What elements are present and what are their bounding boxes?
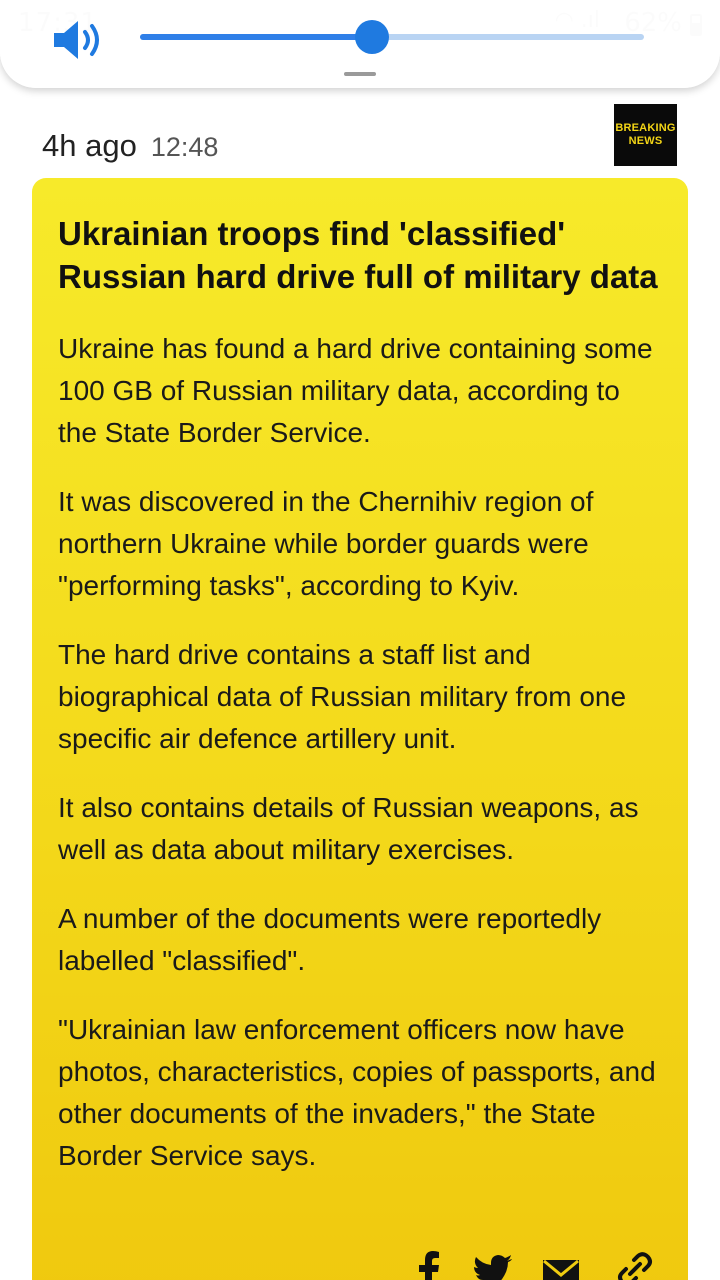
badge-line-1: BREAKING — [615, 122, 676, 134]
link-icon[interactable] — [612, 1250, 656, 1280]
relative-time: 4h ago — [42, 128, 137, 163]
article-paragraph: Ukraine has found a hard drive containing some 100 GB of Russian military data, according to the State Border Service. — [58, 333, 653, 448]
article-meta — [42, 128, 218, 164]
twitter-icon[interactable] — [470, 1250, 514, 1280]
article-paragraph: A number of the documents were reportedly labelled "classified". — [58, 903, 602, 976]
article-paragraph: The hard drive contains a staff list and biographical data of Russian military from one specific air defence artillery unit. — [58, 639, 627, 754]
article-paragraph: It also contains details of Russian weapons, as well as data about military exercises. — [58, 792, 639, 865]
volume-panel — [0, 0, 720, 88]
speaker-volume-icon[interactable] — [52, 18, 108, 62]
article-paragraph: "Ukrainian law enforcement officers now have photos, characteristics, copies of passports, and other documents of the invaders," the State Border Service says. — [58, 1014, 656, 1171]
share-bar — [32, 1250, 688, 1280]
volume-slider[interactable] — [140, 34, 644, 40]
article-paragraph: It was discovered in the Chernihiv region of northern Ukraine while border guards were "performing tasks", according to Kyiv. — [58, 486, 594, 601]
volume-slider-thumb[interactable] — [355, 20, 389, 54]
volume-slider-fill — [140, 34, 372, 40]
panel-expand-handle[interactable] — [344, 72, 376, 76]
badge-line-2: NEWS — [628, 135, 663, 147]
facebook-icon[interactable] — [406, 1250, 450, 1280]
article-headline: Ukrainian troops find 'classified' Russian hard drive full of military data — [58, 215, 658, 295]
breaking-news-badge — [614, 104, 677, 166]
email-icon[interactable] — [540, 1250, 584, 1280]
article-card — [32, 178, 688, 1280]
post-time: 12:48 — [150, 132, 219, 162]
